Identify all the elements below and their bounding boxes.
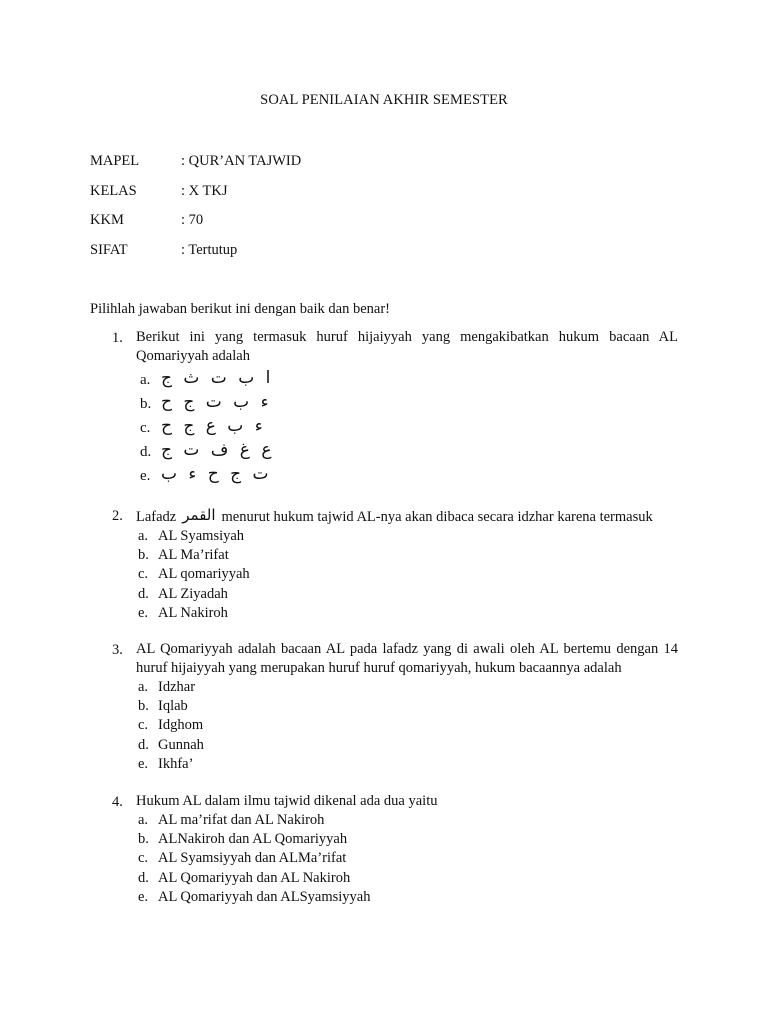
option-text: Gunnah [158, 736, 204, 753]
option-text: ا ب ت ث ج [161, 368, 271, 388]
option-letter: a. [138, 812, 149, 828]
option-d[interactable] [136, 736, 678, 755]
option-text: Ikhfa’ [158, 755, 194, 772]
question-1 [112, 328, 678, 488]
option-text: AL Ma’rifat [158, 547, 229, 564]
option-b[interactable] [136, 830, 678, 849]
option-text: AL qomariyyah [158, 566, 250, 583]
option-text: Iqlab [158, 698, 188, 715]
option-list [136, 811, 678, 907]
option-d[interactable] [136, 869, 678, 888]
option-text: Idghom [158, 717, 204, 734]
option-letter: e. [138, 888, 149, 905]
question-3 [112, 640, 678, 774]
question-text [136, 506, 678, 527]
option-letter: d. [138, 736, 149, 753]
option-c[interactable] [136, 716, 678, 735]
option-letter: e. [138, 755, 149, 772]
page-title: SOAL PENILAIAN AKHIR SEMESTER [260, 92, 508, 108]
option-d[interactable] [136, 585, 678, 604]
option-text: Idzhar [158, 679, 196, 695]
option-letter: c. [138, 566, 149, 583]
option-letter: b. [138, 698, 149, 715]
option-text: ع غ ف ت ج [161, 440, 272, 460]
question-text: Hukum AL dalam ilmu tajwid dikenal ada dua yaitu [136, 793, 438, 809]
option-text: AL Syamsiyyah dan ALMa’rifat [158, 850, 347, 867]
question-text: Berikut ini yang termasuk huruf hijaiyyah yang mengakibatkan hukum bacaan AL Qomariyyah adalah [136, 329, 678, 364]
question-number: 3. [112, 642, 123, 658]
option-letter: b. [138, 547, 149, 564]
option-letter: a. [138, 679, 149, 695]
option-letter: d. [138, 869, 149, 886]
option-a[interactable] [136, 527, 678, 546]
option-letter: d. [138, 585, 149, 602]
option-text: AL Qomariyyah dan ALSyamsiyyah [158, 888, 371, 905]
option-letter: c. [140, 420, 151, 436]
option-letter: a. [140, 372, 151, 388]
question-2 [112, 506, 678, 623]
meta-value: : Tertutup [181, 242, 238, 258]
meta-label: KELAS [90, 183, 137, 199]
option-letter: b. [140, 396, 152, 412]
option-text: AL Ziyadah [158, 585, 228, 602]
option-text: ء ب ع ج ح [161, 416, 263, 436]
question-text-before: Lafadz [136, 509, 177, 525]
option-a[interactable] [136, 811, 678, 830]
meta-value: : X TKJ [181, 183, 228, 199]
option-text: AL ma’rifat dan AL Nakiroh [158, 812, 325, 828]
meta-label: KKM [90, 212, 124, 228]
option-a[interactable] [136, 678, 678, 697]
meta-label: SIFAT [90, 242, 128, 258]
meta-value: : QUR’AN TAJWID [181, 153, 302, 169]
option-e[interactable] [136, 755, 678, 774]
question-number: 2. [112, 508, 123, 524]
option-a[interactable] [136, 368, 678, 392]
option-list [136, 368, 678, 488]
option-text: ء ب ت ج ح [161, 392, 269, 412]
option-letter: c. [138, 850, 149, 867]
instruction-text: Pilihlah jawaban berikut ini dengan baik dan benar! [90, 301, 390, 317]
question-text-after: menurut hukum tajwid AL-nya akan dibaca secara idzhar karena termasuk [221, 509, 653, 525]
option-list [136, 678, 678, 774]
option-b[interactable] [136, 546, 678, 565]
option-list [136, 527, 678, 623]
option-letter: c. [138, 717, 149, 734]
question-number: 4. [112, 794, 123, 810]
option-text: ت ج ح ء ب [161, 464, 269, 484]
option-text: AL Syamsiyah [158, 528, 245, 544]
option-c[interactable] [136, 416, 678, 440]
option-e[interactable] [136, 604, 678, 623]
option-letter: e. [138, 604, 149, 621]
option-letter: e. [140, 468, 151, 484]
option-b[interactable] [136, 697, 678, 716]
question-text: AL Qomariyyah adalah bacaan AL pada lafadz yang di awali oleh AL bertemu dengan 14 huruf hijaiyyah yang merupakan huruf huruf qomariyyah, hukum bacaannya adalah [136, 641, 678, 676]
option-b[interactable] [136, 392, 678, 416]
option-d[interactable] [136, 440, 678, 464]
question-number: 1. [112, 330, 123, 346]
option-e[interactable] [136, 888, 678, 907]
option-text: AL Nakiroh [158, 604, 228, 621]
arabic-word: القمر [182, 506, 216, 524]
meta-label: MAPEL [90, 153, 140, 169]
meta-value: : 70 [181, 212, 204, 228]
option-text: ALNakiroh dan AL Qomariyyah [158, 831, 348, 848]
option-letter: d. [140, 444, 152, 460]
option-c[interactable] [136, 565, 678, 584]
option-text: AL Qomariyyah dan AL Nakiroh [158, 869, 351, 886]
option-e[interactable] [136, 464, 678, 488]
option-c[interactable] [136, 849, 678, 868]
question-4 [112, 792, 678, 907]
option-letter: b. [138, 831, 149, 848]
option-letter: a. [138, 528, 149, 544]
